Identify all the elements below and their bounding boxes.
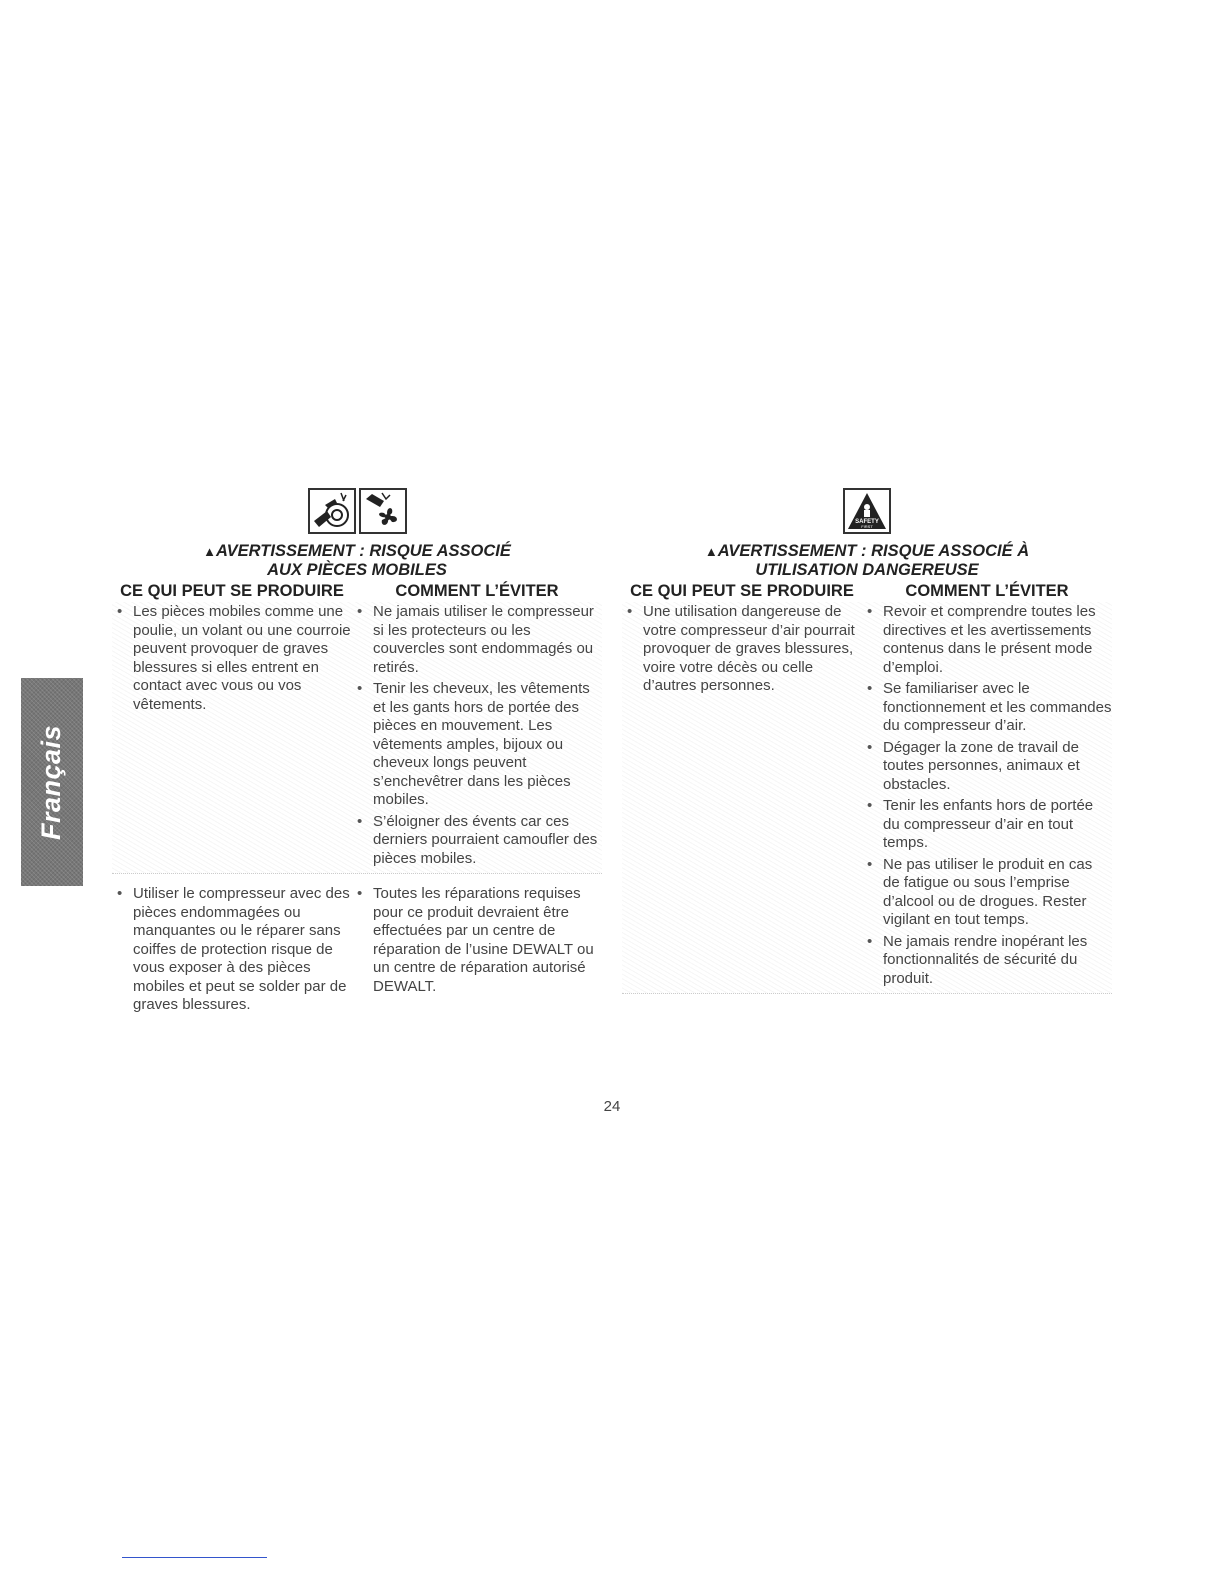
moving-parts-title — [112, 542, 602, 579]
safety-label: SAFETY — [855, 519, 879, 525]
prevention-item: • Se familiariser avec le fonctionnement et les commandes du compresseur d’air. — [862, 680, 1112, 736]
prevention-item: • Ne jamais rendre inopérant les fonctionnalités de sécurité du produit. — [862, 933, 1112, 989]
title-line-2: AUX PIÈCES MOBILES — [267, 561, 447, 579]
column-headings — [622, 582, 1112, 601]
what-can-happen-heading: CE QUI PEUT SE PRODUIRE — [630, 582, 854, 600]
prevention-item: • Revoir et comprendre toutes les directives et les avertissements contenus dans le présent mode d’emploi. — [862, 603, 1112, 677]
column-headings — [112, 582, 602, 601]
prevention-item: • Dégager la zone de travail de toutes personnes, animaux et obstacles. — [862, 739, 1112, 795]
hazard-item: • Une utilisation dangereuse de votre compresseur d’air pourrait provoquer de graves blessures, voire votre décès ou celle d’autres personnes. — [622, 603, 862, 696]
hazard-row-1 — [112, 602, 602, 874]
warning-icons — [622, 488, 1112, 536]
hazard-item: • Les pièces mobiles comme une poulie, un volant ou une courroie peuvent provoquer de graves blessures si elles entrent en contact avec vous ou vos vêtements. — [112, 603, 352, 714]
language-tab-label: Français — [36, 724, 67, 840]
hazard-item: • Utiliser le compresseur avec des pièces endommagées ou manquantes ou le réparer sans coiffes de protection risque de vous exposer à des pièces mobiles et peut se solder par de graves blessures. — [112, 885, 352, 1015]
prevention-item: • Ne jamais utiliser le compresseur si les protecteurs ou les couvercles sont endommagés ou retirés. — [352, 603, 602, 677]
first-label: FIRST — [861, 524, 873, 529]
language-tab — [21, 678, 83, 886]
safety-first-icon — [843, 488, 891, 534]
pulley-hand-icon — [308, 488, 356, 534]
hazard-row-1 — [622, 602, 1112, 994]
title-line-2: UTILISATION DANGEREUSE — [755, 561, 979, 579]
prevention-item: • Tenir les cheveux, les vêtements et les gants hors de portée des pièces en mouvement. Les vêtements amples, bijoux ou cheveux longs peuvent s’enchevêtrer dans les pièces mobiles. — [352, 680, 602, 810]
what-can-happen-heading: CE QUI PEUT SE PRODUIRE — [120, 582, 344, 600]
unsafe-operation-warning-section — [622, 488, 1112, 994]
footer-rule — [122, 1557, 267, 1558]
prevention-item: • S’éloigner des évents car ces derniers pourraient camoufler des pièces mobiles. — [352, 813, 602, 869]
fan-hand-icon — [359, 488, 407, 534]
unsafe-operation-title — [622, 542, 1112, 579]
prevention-item: • Toutes les réparations requises pour ce produit devraient être effectuées par un centre de réparation de l’usine DEWALT ou un centre de réparation autorisé DEWALT. — [352, 885, 602, 996]
how-to-prevent-heading: COMMENT L’ÉVITER — [395, 582, 559, 600]
prevention-item: • Ne pas utiliser le produit en cas de fatigue ou sous l’emprise d’alcool ou de drogues. Rester vigilant en tout temps. — [862, 856, 1112, 930]
title-line-1: AVERTISSEMENT : RISQUE ASSOCIÉ À — [717, 542, 1030, 560]
warning-icons — [112, 488, 602, 536]
warning-triangle-icon: ▲ — [704, 544, 718, 559]
how-to-prevent-heading: COMMENT L’ÉVITER — [905, 582, 1069, 600]
hazard-row-2 — [112, 885, 602, 1018]
moving-parts-warning-section — [112, 488, 602, 1018]
page-number: 24 — [603, 1098, 621, 1115]
warning-triangle-icon: ▲ — [203, 544, 216, 559]
title-line-1: AVERTISSEMENT : RISQUE ASSOCIÉ — [215, 542, 511, 560]
prevention-item: • Tenir les enfants hors de portée du compresseur d’air en tout temps. — [862, 797, 1112, 853]
